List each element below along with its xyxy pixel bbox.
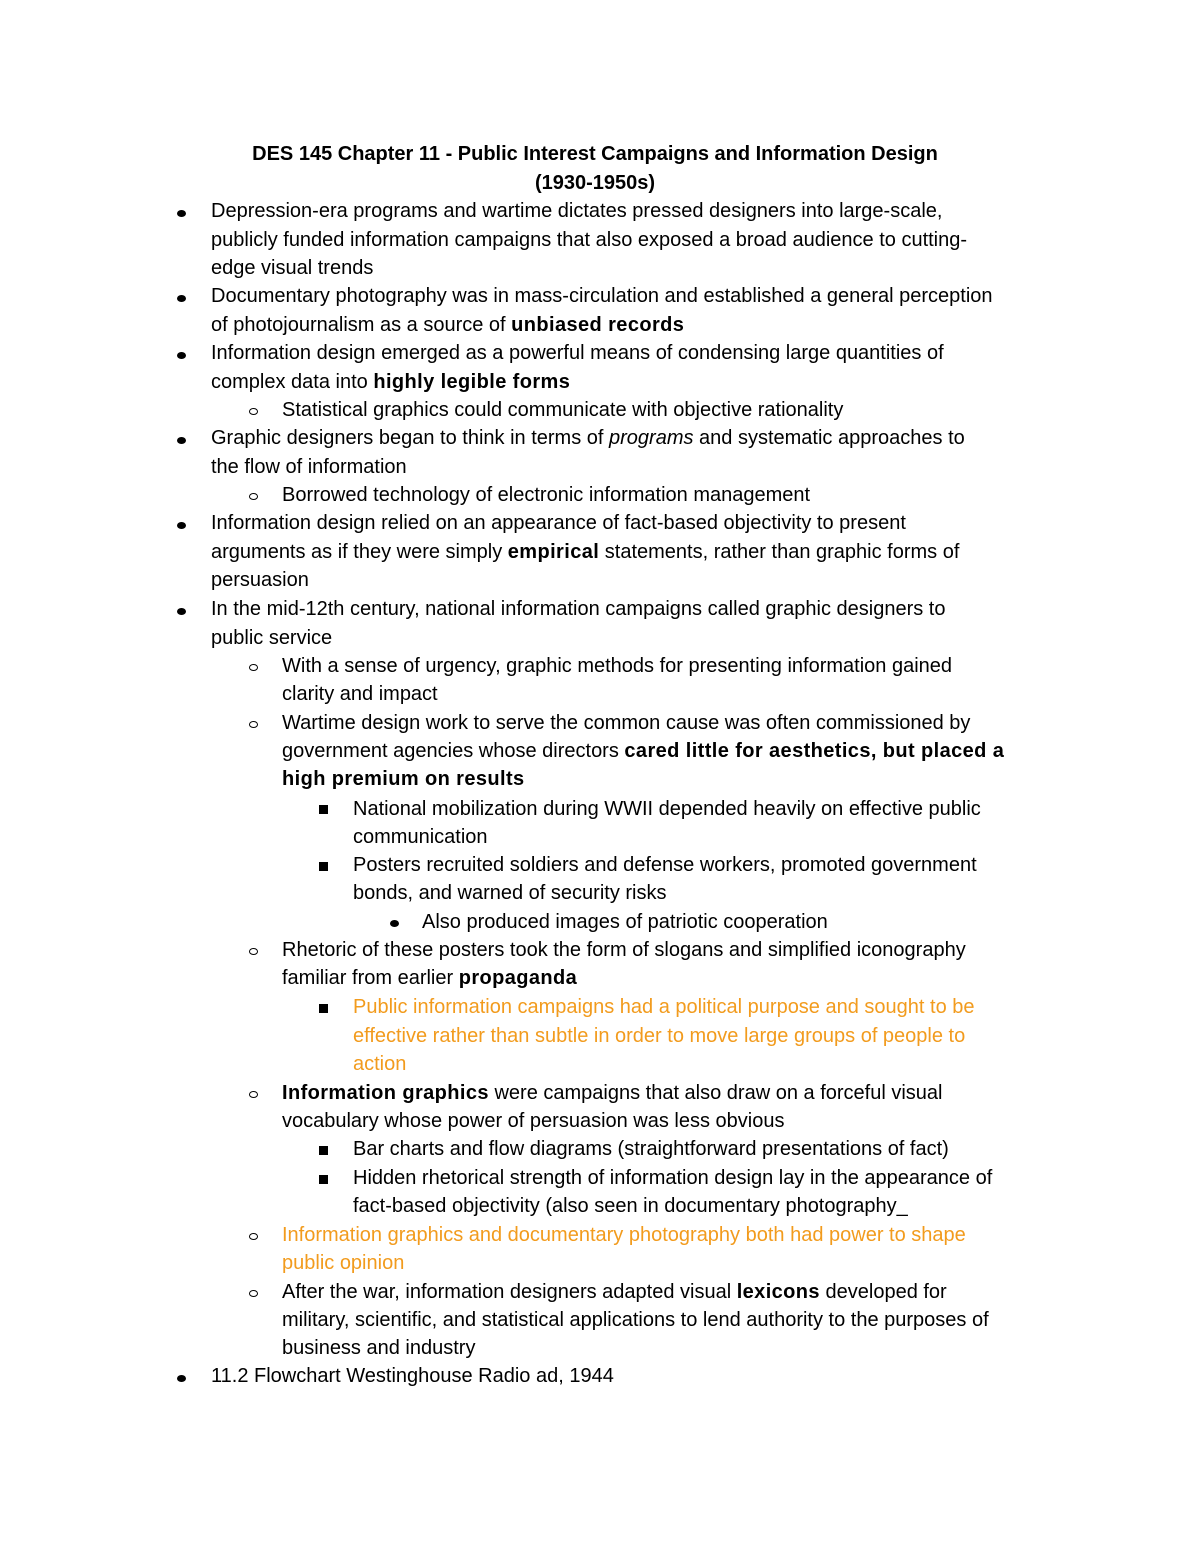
sub-list-item-text: business and industry [282, 1337, 476, 1359]
list-item-text: of photojournalism as a source of unbiased records [211, 314, 685, 336]
square-bullet-icon [319, 862, 328, 871]
sub-sub-list-item-text: fact-based objectivity (also seen in documentary photography_ [353, 1195, 908, 1217]
sub-sub-list-item-text: bonds, and warned of security risks [353, 882, 667, 904]
highlighted-text: action [353, 1053, 407, 1075]
list-item-text: In the mid-12th century, national information campaigns called graphic designers to [211, 598, 946, 620]
bold-term: unbiased records [511, 314, 685, 336]
bold-term: lexicons [736, 1281, 820, 1303]
list-item-text: 11.2 Flowchart Westinghouse Radio ad, 1944 [211, 1365, 614, 1387]
list-item-text: Graphic designers began to think in terms of programs and systematic approaches to [211, 427, 965, 449]
list-item-text: arguments as if they were simply empirical statements, rather than graphic forms of [211, 541, 960, 563]
bold-term: Information graphics [282, 1082, 489, 1104]
sub-list-item-text: Statistical graphics could communicate with objective rationality [282, 399, 844, 421]
hollow-bullet-icon [249, 664, 258, 671]
list-item-text: persuasion [211, 569, 309, 591]
list-item-text: Information design relied on an appearance of fact-based objectivity to present [211, 512, 906, 534]
bullet-icon [177, 608, 186, 615]
square-bullet-icon [319, 1004, 328, 1013]
list-item-text: public service [211, 627, 333, 649]
hollow-bullet-icon [249, 1290, 258, 1297]
bullet-icon [177, 295, 186, 302]
sub-list-item-text: military, scientific, and statistical applications to lend authority to the purposes of [282, 1309, 989, 1331]
list-item-text: Depression-era programs and wartime dictates pressed designers into large-scale, [211, 200, 943, 222]
hollow-bullet-icon [249, 721, 258, 728]
bullet-icon [177, 522, 186, 529]
sub-list-item-text: Wartime design work to serve the common cause was often commissioned by [282, 712, 971, 734]
sub-list-item-text: vocabulary whose power of persuasion was less obvious [282, 1110, 785, 1132]
hollow-bullet-icon [249, 408, 258, 415]
highlighted-text: effective rather than subtle in order to move large groups of people to [353, 1025, 966, 1047]
bold-term: propaganda [458, 967, 578, 989]
sub-sub-list-item-text: Bar charts and flow diagrams (straightforward presentations of fact) [353, 1138, 949, 1160]
sub-list-item-text: Information graphics were campaigns that also draw on a forceful visual [282, 1082, 943, 1104]
square-bullet-icon [319, 805, 328, 814]
sub-list-item-text: After the war, information designers adapted visual lexicons developed for [282, 1281, 947, 1303]
bold-term: highly legible forms [373, 371, 571, 393]
list-item-text: Also produced images of patriotic cooperation [422, 911, 828, 933]
highlighted-text: Information graphics and documentary photography both had power to shape [282, 1224, 966, 1246]
bold-term: high premium on results [282, 768, 525, 790]
bullet-icon [177, 437, 186, 444]
sub-list-item-text: clarity and impact [282, 683, 438, 705]
bullet-icon [177, 1375, 186, 1382]
sub-sub-list-item-text: National mobilization during WWII depended heavily on effective public [353, 798, 981, 820]
hollow-bullet-icon [249, 1091, 258, 1098]
hollow-bullet-icon [249, 1233, 258, 1240]
bullet-icon [390, 920, 399, 927]
list-item-text: complex data into highly legible forms [211, 371, 571, 393]
sub-list-item-text: Borrowed technology of electronic information management [282, 484, 811, 506]
bold-term: cared little for aesthetics, but placed a [624, 740, 1005, 762]
square-bullet-icon [319, 1175, 328, 1184]
highlighted-text: Public information campaigns had a political purpose and sought to be [353, 996, 975, 1018]
sub-list-item-text: familiar from earlier propaganda [282, 967, 578, 989]
hollow-bullet-icon [249, 948, 258, 955]
sub-sub-list-item-text: communication [353, 826, 488, 848]
sub-sub-list-item-text: Posters recruited soldiers and defense workers, promoted government [353, 854, 977, 876]
sub-list-item-text: government agencies whose directors cared little for aesthetics, but placed a [282, 740, 1005, 762]
hollow-bullet-icon [249, 493, 258, 500]
bullet-icon [177, 352, 186, 359]
bold-term: empirical [507, 541, 600, 563]
list-item-text: Information design emerged as a powerful means of condensing large quantities of [211, 342, 944, 364]
sub-sub-list-item-text: Hidden rhetorical strength of information design lay in the appearance of [353, 1167, 993, 1189]
bullet-icon [177, 210, 186, 217]
italic-term: programs [609, 427, 694, 449]
list-item-text: publicly funded information campaigns that also exposed a broad audience to cutting- [211, 229, 968, 251]
highlighted-text: public opinion [282, 1252, 405, 1274]
list-item-text: the flow of information [211, 456, 407, 478]
list-item-text: Documentary photography was in mass-circulation and established a general perception [211, 285, 993, 307]
sub-list-item-text: With a sense of urgency, graphic methods for presenting information gained [282, 655, 952, 677]
sub-list-item-text: Rhetoric of these posters took the form of slogans and simplified iconography [282, 939, 966, 961]
document-title-dates: (1930-1950s) [534, 172, 656, 194]
document-title: DES 145 Chapter 11 - Public Interest Campaigns and Information Design [252, 143, 938, 165]
sub-list-item-text [282, 765, 525, 793]
list-item-text: edge visual trends [211, 257, 374, 279]
square-bullet-icon [319, 1146, 328, 1155]
